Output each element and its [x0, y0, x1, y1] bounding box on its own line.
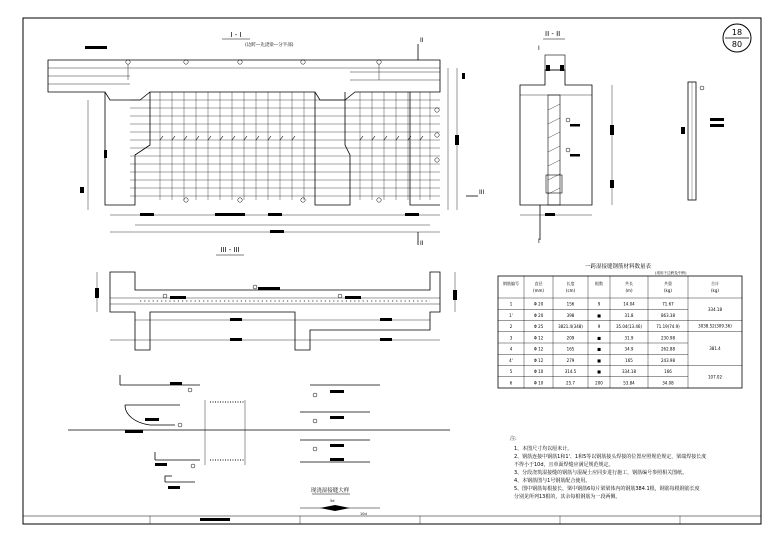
table-cell: 156	[566, 301, 575, 307]
page-number-badge	[723, 24, 751, 52]
table-cell: 200	[595, 380, 603, 386]
table-cell: ■	[597, 312, 601, 318]
table-cell: ■	[597, 369, 601, 374]
sheet-border	[23, 18, 761, 524]
hook-details	[68, 375, 450, 489]
dim-tag	[85, 46, 107, 49]
table-cell: 165	[625, 357, 633, 363]
table-total-cell: 107.02	[708, 374, 722, 380]
title-block	[150, 516, 680, 524]
cut-I-bottom: I	[538, 238, 540, 245]
table-cell: 25.7	[566, 380, 575, 386]
table-header-cell: (mm)	[533, 288, 544, 293]
table-header-cell: 根数	[595, 281, 603, 286]
table-cell: 279	[566, 357, 575, 363]
table-cell: ■	[597, 357, 601, 363]
table-cell: Φ 10	[533, 380, 544, 386]
table-header-cell: (cm)	[565, 288, 576, 293]
table-cell: 31.8	[624, 312, 634, 318]
table-cell: 3	[509, 335, 513, 341]
table-cell: Φ 12	[533, 346, 544, 352]
table-cell: 71.19(74.9)	[656, 324, 680, 329]
note-7: 分别见所列13根的，其余每根钢筋为一段两侧。	[514, 494, 621, 500]
note-3: 不得小于10d，且单面焊缝应满足规范规定。	[514, 462, 614, 468]
weld-label-10d: 10d	[360, 512, 367, 516]
table-cell: 4	[509, 346, 513, 352]
table-header-cell: (m)	[625, 288, 633, 293]
table-cell: Φ 12	[533, 357, 544, 363]
table-cell: 165	[566, 346, 575, 352]
table-cell: Φ 10	[533, 369, 544, 374]
section-III-drawing	[95, 246, 457, 350]
section-II-drawing	[520, 30, 614, 245]
section-II-title: II - II	[545, 30, 561, 38]
table-cell: 14.04	[623, 301, 635, 307]
table-cell: 262.88	[661, 346, 675, 352]
table-header-cell: (kg)	[711, 288, 719, 293]
table-header-cell: 共长	[625, 281, 633, 286]
section-I-subtitle: (边跨—先浇梁—分半部)	[245, 43, 294, 48]
table-cell: 166	[664, 369, 672, 374]
table-total-cell: 3038.52(309.36)	[698, 323, 732, 329]
table-cell: 4'	[509, 357, 513, 363]
table-cell: 34.9	[624, 346, 634, 352]
table-cell: 209	[566, 335, 575, 341]
table-cell: 243.98	[661, 357, 675, 363]
column-detail	[681, 82, 724, 200]
table-subtitle: (适用于边跨及中跨)	[655, 271, 687, 275]
table-cell: 1'	[509, 312, 513, 318]
table-cell: 398	[566, 312, 575, 318]
cut-III-right: III	[479, 189, 485, 196]
note-6: 5、图中钢筋每根接长，梁中钢筋6每片梁梁体内的钢筋384.1根，钢筋每根钢筋长度	[514, 486, 700, 492]
table-cell: 9	[597, 324, 601, 329]
page-total: 80	[731, 40, 743, 49]
table-cell: 6	[509, 380, 513, 386]
table-cell: Φ 20	[533, 301, 544, 307]
table-cell: ■	[597, 335, 601, 341]
table-cell: 1	[509, 301, 513, 307]
table-cell: Φ 12	[533, 335, 544, 341]
note-1: 1、本图尺寸均以厘米计。	[514, 446, 573, 452]
table-total-cell: 381.4	[709, 346, 721, 352]
table-cell: 230.98	[661, 335, 675, 341]
table-cell: 71.67	[662, 301, 674, 307]
table-total-cell: 334.18	[708, 306, 722, 312]
cut-I-top: I	[538, 45, 540, 52]
rebar-grid-I	[130, 92, 440, 200]
notes-heading: 注:	[510, 436, 517, 442]
table-header-cell: 长度	[566, 281, 575, 286]
notes-block	[510, 435, 706, 500]
table-cell: 334.18	[622, 369, 636, 374]
table-cell: 35.04(13.46)	[615, 324, 643, 329]
section-III-title: III - III	[220, 246, 240, 254]
section-I-drawing	[48, 31, 485, 247]
table-header-cell: 钢筋编号	[503, 281, 519, 286]
table-cell: ■	[597, 346, 601, 352]
weld-label-5d: 5d	[330, 499, 335, 503]
table-cell: 34.08	[662, 380, 674, 386]
table-header-cell: (kg)	[664, 288, 672, 293]
page-number: 18	[731, 28, 743, 37]
cut-II-top: II	[420, 37, 424, 44]
table-header-cell: 合计	[711, 281, 719, 286]
table-cell: Φ 20	[533, 312, 544, 318]
table-header-cell: 直径	[534, 281, 543, 286]
table-title: 一跨湿接缝钢筋材料数量表	[584, 264, 652, 270]
weld-detail-title: 现浇湿接缝大样	[310, 488, 350, 494]
table-cell: 2	[509, 324, 513, 329]
table-header-cell: 共重	[664, 281, 672, 286]
weld-detail	[300, 486, 380, 516]
section-I-title: I - I	[230, 31, 242, 39]
note-5: 4、本钢筋图与1号钢筋配合使用。	[514, 478, 591, 484]
table-cell: 314.5	[564, 369, 577, 374]
cut-II-bottom: II	[420, 240, 424, 247]
table-cell: 53.84	[623, 380, 635, 386]
table-cell: 863.38	[661, 312, 675, 318]
table-cell: 5	[509, 369, 513, 374]
rebar-quantity-table	[498, 262, 742, 388]
table-cell: 9	[597, 301, 601, 307]
table-cell: 3821.4(348)	[558, 324, 583, 329]
table-cell: Φ 25	[533, 324, 544, 329]
note-4: 3、分段浇筑湿接缝的钢筋与混凝土应同步进行施工，钢筋编号参照相关图纸。	[514, 470, 688, 476]
note-2: 2、钢筋连接中钢筋1和1'、1和5等以钢筋接头焊接的位置应照规范规定，梁端焊接长度	[514, 454, 707, 460]
table-cell: 31.9	[624, 335, 634, 341]
